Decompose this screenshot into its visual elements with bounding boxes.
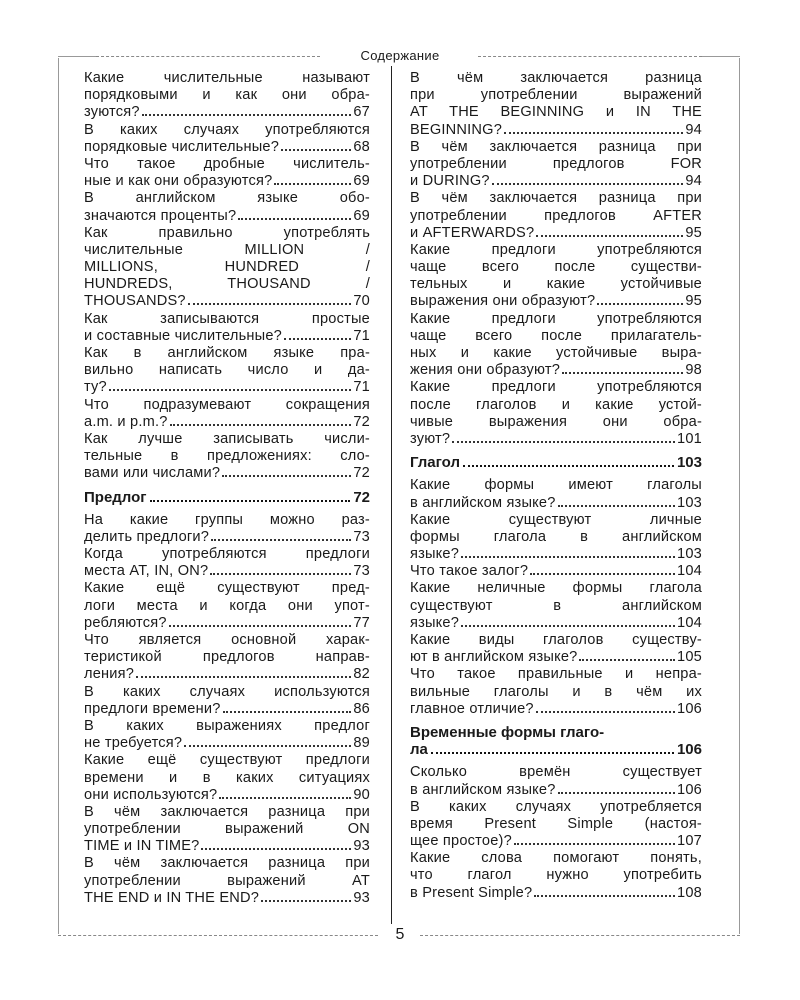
entry-page-number: 103 [677,546,702,563]
entry-text-line: ных и какие устойчивые выра- [410,345,702,361]
entry-page-number: 68 [353,138,370,155]
toc-entry[interactable] [410,242,702,311]
entry-last-line [410,362,702,379]
dot-leader [514,843,675,845]
entry-last-line [410,225,702,242]
entry-last-line [410,122,702,139]
dot-leader [492,183,684,185]
entry-last-line [410,293,702,310]
entry-page-number: 98 [685,362,702,379]
entry-page-number: 77 [353,614,370,631]
entry-text-line: В каких выражениях предлог [84,717,370,734]
footer-rule-right [420,935,740,936]
entry-page-number: 90 [353,786,370,803]
entry-last-line [84,328,370,345]
entry-last-line [84,465,370,482]
entry-text-line: не требуется? [84,735,183,752]
entry-text-line: зуются? [84,104,140,121]
entry-text-line: и составные числительные? [84,327,282,344]
entry-text-line: Какие ещё существуют пред- [84,580,370,597]
entry-text-line: формы глагола в английском [410,528,702,545]
toc-entry[interactable] [84,632,370,684]
entry-text-line: Какие предлоги употребляются [410,310,702,327]
dot-leader [109,389,351,391]
entry-page-number: 94 [685,121,702,138]
dot-leader [219,797,351,799]
entry-text-line: Какие неличные формы глагола [410,580,702,597]
entry-text-line: ту? [84,379,107,396]
toc-entry[interactable] [84,311,370,345]
dot-leader [184,745,351,747]
page-number: 5 [395,926,405,943]
entry-text-line: Как записываются простые [84,310,370,327]
entry-text-line: порядковыми и как они обра- [84,87,370,104]
entry-last-line [410,546,702,563]
entry-text-line: времени и в каких ситуациях [84,769,370,786]
entry-last-line [84,529,370,546]
entry-text-line: предлоги времени? [84,700,221,717]
dot-leader [562,372,683,374]
entry-last-line [84,787,370,804]
entry-text-line: в Present Simple? [410,884,533,901]
entry-text-line: чаще всего после существи- [410,259,702,276]
dot-leader [597,303,683,305]
entry-last-line [410,431,702,448]
entry-text-line: Что является основной харак- [84,632,370,648]
dot-leader [461,556,675,558]
entry-last-line [410,782,702,799]
dot-leader [150,500,351,502]
frame-right-border [739,58,740,934]
entry-last-line [84,838,370,855]
entry-text-line: В чём заключается разница при [84,855,370,872]
entry-text-line: В английском языке обо- [84,190,370,207]
entry-page-number: 67 [353,104,370,121]
toc-entry[interactable] [84,345,370,397]
entry-text-line: употреблении выражений ON [84,821,370,838]
entry-page-number: 72 [353,413,370,430]
dot-leader [504,132,683,134]
toc-entry[interactable] [84,512,370,546]
entry-page-number: 101 [677,430,702,447]
entry-page-number: 71 [353,379,370,396]
entry-page-number: 71 [353,327,370,344]
entry-text-line: значаются проценты? [84,207,237,224]
entry-page-number: 105 [677,649,702,666]
entry-text-line: что глагол нужно употребить [410,867,702,884]
toc-entry[interactable] [84,580,370,632]
entry-last-line [84,890,370,907]
entry-text-line: Что подразумевают сокращения [84,396,370,413]
toc-entry[interactable] [410,139,702,191]
entry-text-line: употреблении выражений AT [84,872,370,889]
entry-text-line: Сколько времён существует [410,764,702,781]
entry-text-line: языке? [410,546,460,563]
entry-text-line: в английском языке? [410,781,556,798]
section-title-line: Временные формы глаго- [410,723,605,741]
entry-text-line: TIME и IN TIME? [84,838,200,855]
entry-last-line [410,833,702,850]
section-page-number: 103 [676,454,702,472]
toc-entry[interactable] [84,190,370,224]
entry-text-line: Какие существуют личные [410,511,702,528]
section-page-number: 72 [353,488,370,506]
entry-text-line: Какие предлоги употребляются [410,379,702,396]
entry-text-line: В чём заключается разница при [410,138,702,155]
header-rule-right [478,56,702,57]
entry-text-line: в английском языке? [410,494,556,511]
dot-leader [136,676,351,678]
entry-text-line: В каких случаях употребляются [84,121,370,138]
dot-leader [261,900,351,902]
entry-last-line [84,735,370,752]
toc-entry[interactable] [410,190,702,242]
entry-text-line: они используются? [84,786,218,803]
toc-entry[interactable] [410,850,702,902]
toc-entry[interactable] [84,752,370,804]
entry-text-line: при употреблении выражений [410,87,702,104]
entry-text-line: числительные MILLION / [84,241,370,258]
section-title: Глагол [410,454,460,472]
entry-text-line: AT THE BEGINNING и IN THE [410,104,702,121]
entry-text-line: Какие виды глаголов существу- [410,632,702,648]
entry-page-number: 108 [677,884,702,901]
entry-text-line: вами или числами? [84,465,221,482]
entry-text-line: Как правильно употреблять [84,224,370,241]
toc-entry[interactable] [84,122,370,156]
entry-page-number: 69 [353,207,370,224]
toc-entry[interactable] [410,311,702,380]
dot-leader [210,573,351,575]
entry-text-line: В чём заключается разница при [84,803,370,820]
dot-leader [431,752,674,754]
entry-page-number: 106 [677,781,702,798]
toc-entry[interactable] [410,580,702,632]
section-title-row [84,489,370,506]
entry-page-number: 69 [353,173,370,190]
dot-leader [201,848,351,850]
toc-entry[interactable] [410,379,702,448]
dot-leader [274,183,351,185]
entry-last-line [410,563,702,580]
entry-text-line: Как лучше записывать числи- [84,430,370,447]
entry-text-line: главное отличие? [410,700,534,717]
toc-entry[interactable] [410,477,702,511]
entry-text-line: порядковые числительные? [84,138,280,155]
entry-text-line: вильные глаголы и в чём их [410,683,702,700]
dot-leader [452,441,675,443]
entry-text-line: употреблении предлогов FOR [410,155,702,172]
toc-entry[interactable] [84,70,370,122]
dot-leader [463,465,674,467]
entry-text-line: В каких случаях употребляется [410,798,702,815]
entry-last-line [84,615,370,632]
dot-leader [169,625,352,627]
dot-leader [238,218,351,220]
entry-page-number: 107 [677,833,702,850]
entry-last-line [84,701,370,718]
toc-entry[interactable] [84,225,370,311]
entry-text-line: тельных и какие устойчивые [410,276,702,293]
entry-text-line: вильно написать число и да- [84,362,370,379]
dot-leader [534,895,675,897]
entry-text-line: делить предлоги? [84,528,210,545]
entry-text-line: a.m. и p.m.? [84,413,168,430]
entry-text-line: ребляются? [84,614,167,631]
entry-text-line: Какие числительные называют [84,70,370,86]
toc-section-heading[interactable] [410,724,702,758]
entry-text-line: Какие слова помогают понять, [410,850,702,867]
frame-corner-top-right [702,56,740,57]
entry-page-number: 95 [685,224,702,241]
entry-last-line [84,293,370,310]
toc-entry[interactable] [84,684,370,718]
entry-page-number: 89 [353,735,370,752]
toc-entry[interactable] [410,512,702,564]
entry-text-line: зуют? [410,430,451,447]
entry-text-line: Что такое правильные и непра- [410,666,702,683]
toc-entry[interactable] [410,799,702,851]
section-title: ла [410,741,428,759]
toc-section-heading[interactable] [410,454,702,471]
dot-leader [142,114,352,116]
toc-entry[interactable] [84,546,370,580]
entry-text-line: чивые выражения они обра- [410,413,702,430]
dot-leader [281,149,351,151]
toc-left-column [84,70,370,907]
entry-page-number: 73 [353,563,370,580]
entry-text-line: щее простое)? [410,833,512,850]
entry-page-number: 103 [677,494,702,511]
dot-leader [530,573,675,575]
entry-last-line [410,495,702,512]
entry-text-line: Какие ещё существуют предлоги [84,752,370,769]
entry-text-line: время Present Simple (настоя- [410,815,702,832]
entry-text-line: HUNDREDS, THOUSAND / [84,276,370,293]
entry-text-line: существуют в английском [410,597,702,614]
section-page-number: 106 [676,741,702,759]
page-header-title: Содержание [360,48,440,63]
entry-text-line: чаще всего после прилагатель- [410,327,702,344]
frame-left-border [58,58,59,934]
entry-text-line: ют в английском языке? [410,649,578,666]
entry-text-line: языке? [410,614,460,631]
toc-section-heading[interactable] [84,489,370,506]
dot-leader [536,711,675,713]
section-title-row [410,454,702,471]
entry-last-line [84,208,370,225]
entry-text-line: Какие формы имеют глаголы [410,477,702,494]
entry-text-line: В чём заключается разница при [410,190,702,207]
entry-text-line: Какие предлоги употребляются [410,241,702,258]
dot-leader [211,539,351,541]
entry-text-line: после глаголов и какие устой- [410,396,702,413]
dot-leader [558,505,676,507]
entry-text-line: Что такое залог? [410,563,529,580]
entry-page-number: 93 [353,889,370,906]
entry-last-line [410,885,702,902]
entry-text-line: THE END и IN THE END? [84,889,260,906]
entry-text-line: ные и как они образуются? [84,173,273,190]
toc-entry[interactable] [84,397,370,431]
entry-last-line [84,666,370,683]
entry-text-line: теристикой предлогов направ- [84,649,370,666]
dot-leader [461,625,675,627]
entry-last-line [410,701,702,718]
entry-text-line: На какие группы можно раз- [84,511,370,528]
entry-last-line [84,139,370,156]
toc-right-column [410,70,702,902]
entry-text-line: и DURING? [410,173,490,190]
toc-entry[interactable] [84,718,370,752]
entry-text-line: Когда употребляются предлоги [84,546,370,563]
entry-page-number: 72 [353,465,370,482]
entry-page-number: 94 [685,173,702,190]
entry-text-line: THOUSANDS? [84,293,186,310]
dot-leader [170,424,352,426]
entry-page-number: 104 [677,563,702,580]
dot-leader [558,792,676,794]
toc-entry[interactable] [84,156,370,190]
dot-leader [284,338,351,340]
dot-leader [536,235,683,237]
section-title-row [410,741,702,758]
entry-text-line: В чём заключается разница [410,70,702,86]
toc-entry[interactable] [410,70,702,139]
entry-text-line: Что такое дробные числитель- [84,155,370,172]
section-title: Предлог [84,488,147,506]
entry-page-number: 73 [353,528,370,545]
entry-text-line: и AFTERWARDS? [410,224,535,241]
entry-page-number: 104 [677,614,702,631]
entry-text-line: тельные в предложениях: сло- [84,448,370,465]
entry-text-line: ления? [84,666,135,683]
toc-entry[interactable] [410,666,702,718]
entry-page-number: 95 [685,293,702,310]
entry-last-line [410,649,702,666]
entry-last-line [84,173,370,190]
entry-last-line [410,173,702,190]
entry-text-line: места AT, IN, ON? [84,563,209,580]
dot-leader [579,659,675,661]
entry-text-line: В каких случаях используются [84,683,370,700]
entry-page-number: 106 [677,700,702,717]
dot-leader [223,711,352,713]
entry-last-line [84,414,370,431]
toc-entry[interactable] [410,563,702,580]
entry-last-line [84,379,370,396]
column-divider [391,66,392,924]
frame-corner-top-left [58,56,96,57]
toc-entry[interactable] [84,855,370,907]
toc-entry[interactable] [410,764,702,798]
entry-page-number: 70 [353,293,370,310]
entry-text-line: употреблении предлогов AFTER [410,207,702,224]
toc-entry[interactable] [84,431,370,483]
entry-text-line: жения они образуют? [410,362,561,379]
entry-text-line: Как в английском языке пра- [84,345,370,361]
entry-page-number: 86 [353,700,370,717]
entry-page-number: 93 [353,838,370,855]
entry-text-line: MILLIONS, HUNDRED / [84,259,370,276]
dot-leader [188,303,352,305]
toc-entry[interactable] [410,632,702,666]
dot-leader [222,475,351,477]
entry-text-line: логи места и когда они упот- [84,597,370,614]
toc-entry[interactable] [84,804,370,856]
entry-text-line: BEGINNING? [410,121,503,138]
entry-last-line [410,615,702,632]
entry-last-line [84,563,370,580]
entry-last-line [84,104,370,121]
entry-page-number: 82 [353,666,370,683]
entry-text-line: выражения они образуют? [410,293,596,310]
